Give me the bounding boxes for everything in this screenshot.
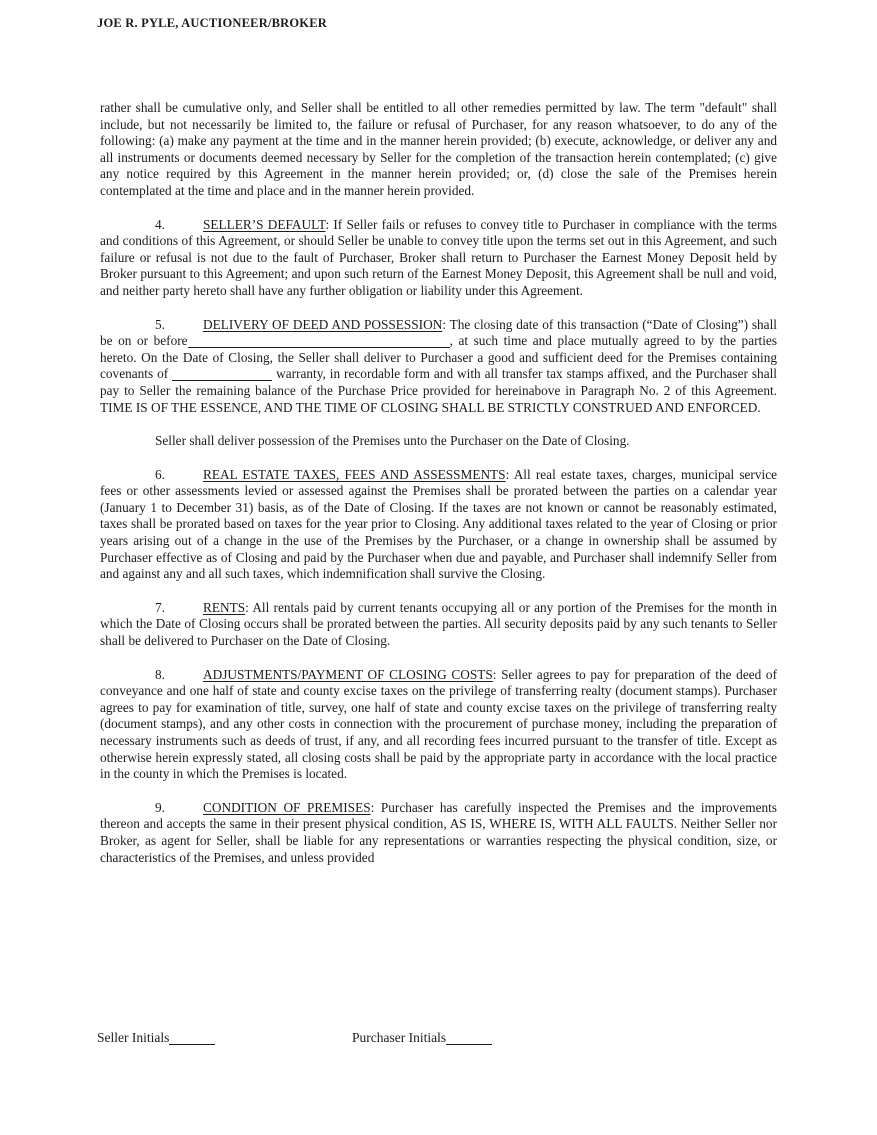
section-body-text: : All real estate taxes, charges, municipal service fees or other assessments levied or assessed against the Premises shall be prorated between the parties on a calendar year (January 1 to December 31) basis, as of the Date of Closing. If the taxes are not known or cannot be reasonably estimated, taxes shall be prorated based on taxes for the year prior to Closing. Any additional taxes related to the year of Closing or prior years arising out of a change in the use of the Premises by the Purchaser, or a change in ownership shall be assumed by Purchaser effective as of Closing and paid by the Purchaser when due and payable, and Purchaser shall indemnify Seller from and against any and all such taxes, which indemnification shall survive the Closing. bbox=[100, 466, 777, 582]
section-number: 6. bbox=[155, 466, 165, 482]
section-number: 5. bbox=[155, 316, 165, 332]
section-body-text: warranty, in recordable form and with all transfer tax stamps affixed, and the Purchaser shall pay to Seller the remaining balance of the Purchase Price provided for hereinabove in Paragraph No. 2 of this Agreement. TIME IS OF THE ESSENCE, AND THE TIME OF CLOSING SHALL BE STRICTLY CONSTRUED AND ENFORCED. bbox=[100, 366, 777, 415]
closing-date-fill-in-blank bbox=[188, 343, 450, 348]
seller-initials-label: Seller Initials bbox=[97, 1030, 170, 1045]
seller-initials-fill-in-blank bbox=[169, 1040, 215, 1045]
paragraph-default-continuation: rather shall be cumulative only, and Seller shall be entitled to all other remedies permitted by law. The term "default" shall include, but not necessarily be limited to, the failure or refusal of Purchaser, for any reason whatsoever, to do any of the following: (a) make any payment at the time and in the manner herein provided; (b) execute, acknowledge, or deliver any and all instruments or documents deemed necessary by Seller for the completion of the transaction herein contemplated; (c) give any notice required by this Agreement in the manner herein provided; or, (d) close the sale of the Premises herein contemplated at the time and place and in the manner herein provided. bbox=[100, 100, 777, 198]
section-body-text: : All rentals paid by current tenants occupying all or any portion of the Premises for the month in which the Date of Closing occurs shall be prorated between the parties. All security deposits paid by any such tenants to Seller shall be delivered to Purchaser on the Date of Closing. bbox=[100, 599, 777, 649]
section-number: 9. bbox=[155, 799, 165, 815]
section-condition-of-premises bbox=[100, 800, 777, 866]
section-body-text: : The closing date of this transaction (“Date of Closing”) shall be on or before bbox=[100, 316, 777, 349]
document-body bbox=[100, 100, 777, 883]
seller-initials-line bbox=[97, 1030, 215, 1046]
section-body-text: : Purchaser has carefully inspected the Premises and the improvements thereon and accepts the same in their present physical condition, AS IS, WHERE IS, WITH ALL FAULTS. Neither Seller nor Broker, as agent for Seller, shall be liable for any representations or warranties respecting the physical condition, size, or characteristics of the Premises, and unless provided bbox=[100, 799, 777, 865]
section-heading: DELIVERY OF DEED AND POSSESSION bbox=[203, 316, 443, 332]
section-adjustments-closing-costs bbox=[100, 667, 777, 783]
section-rents bbox=[100, 600, 777, 650]
section-number: 4. bbox=[155, 216, 165, 232]
section-real-estate-taxes bbox=[100, 467, 777, 583]
section-heading: REAL ESTATE TAXES, FEES AND ASSESSMENTS bbox=[203, 466, 506, 482]
section-body-text: : Seller agrees to pay for preparation of the deed of conveyance and one half of state and county excise taxes on the privilege of transferring realty (document stamps). Purchaser agrees to pay for examination of title, survey, one half of state and county excise taxes on the privilege of transferring realty (document stamps), and any other costs in connection with the procurement of purchase money, including the preparation of necessary instruments such as deeds of trust, if any, and all recording fees incurred pursuant to the transfer of title. Except as otherwise herein expressly stated, all closing costs shall be paid by the appropriate party in accordance with the local practice in the county in which the Premises is located. bbox=[100, 666, 778, 782]
purchaser-initials-line bbox=[352, 1030, 492, 1046]
section-number: 7. bbox=[155, 599, 165, 615]
section-heading: CONDITION OF PREMISES bbox=[203, 799, 371, 815]
section-number: 8. bbox=[155, 666, 165, 682]
paragraph-possession: Seller shall deliver possession of the Premises unto the Purchaser on the Date of Closing. bbox=[155, 433, 630, 449]
document-header-title: JOE R. PYLE, AUCTIONEER/BROKER bbox=[97, 16, 327, 30]
section-body-text: , at such time and place mutually agreed to by the parties hereto. On the Date of Closing, the Seller shall deliver to Purchaser a good and sufficient deed for the Premises containing covenants of bbox=[100, 333, 777, 382]
warranty-type-fill-in-blank bbox=[172, 376, 272, 381]
section-delivery-of-deed bbox=[100, 317, 777, 417]
section-heading: SELLER’S DEFAULT bbox=[203, 216, 326, 232]
section-body-text: : If Seller fails or refuses to convey title to Purchaser in compliance with the terms and conditions of this Agreement, or should Seller be unable to convey title upon the terms set out in this Agreement, and such failure or refusal is not due to the fault of Purchaser, Broker shall return to Purchaser the Earnest Money Deposit held by Broker pursuant to this Agreement; and upon such return of the Earnest Money Deposit, this Agreement shall be null and void, and neither party hereto shall have any further obligation or liability under this Agreement. bbox=[100, 216, 777, 298]
section-heading: RENTS bbox=[203, 599, 246, 615]
purchaser-initials-label: Purchaser Initials bbox=[352, 1030, 447, 1045]
purchaser-initials-fill-in-blank bbox=[446, 1040, 492, 1045]
section-heading: ADJUSTMENTS/PAYMENT OF CLOSING COSTS bbox=[203, 666, 493, 682]
section-sellers-default bbox=[100, 217, 777, 300]
